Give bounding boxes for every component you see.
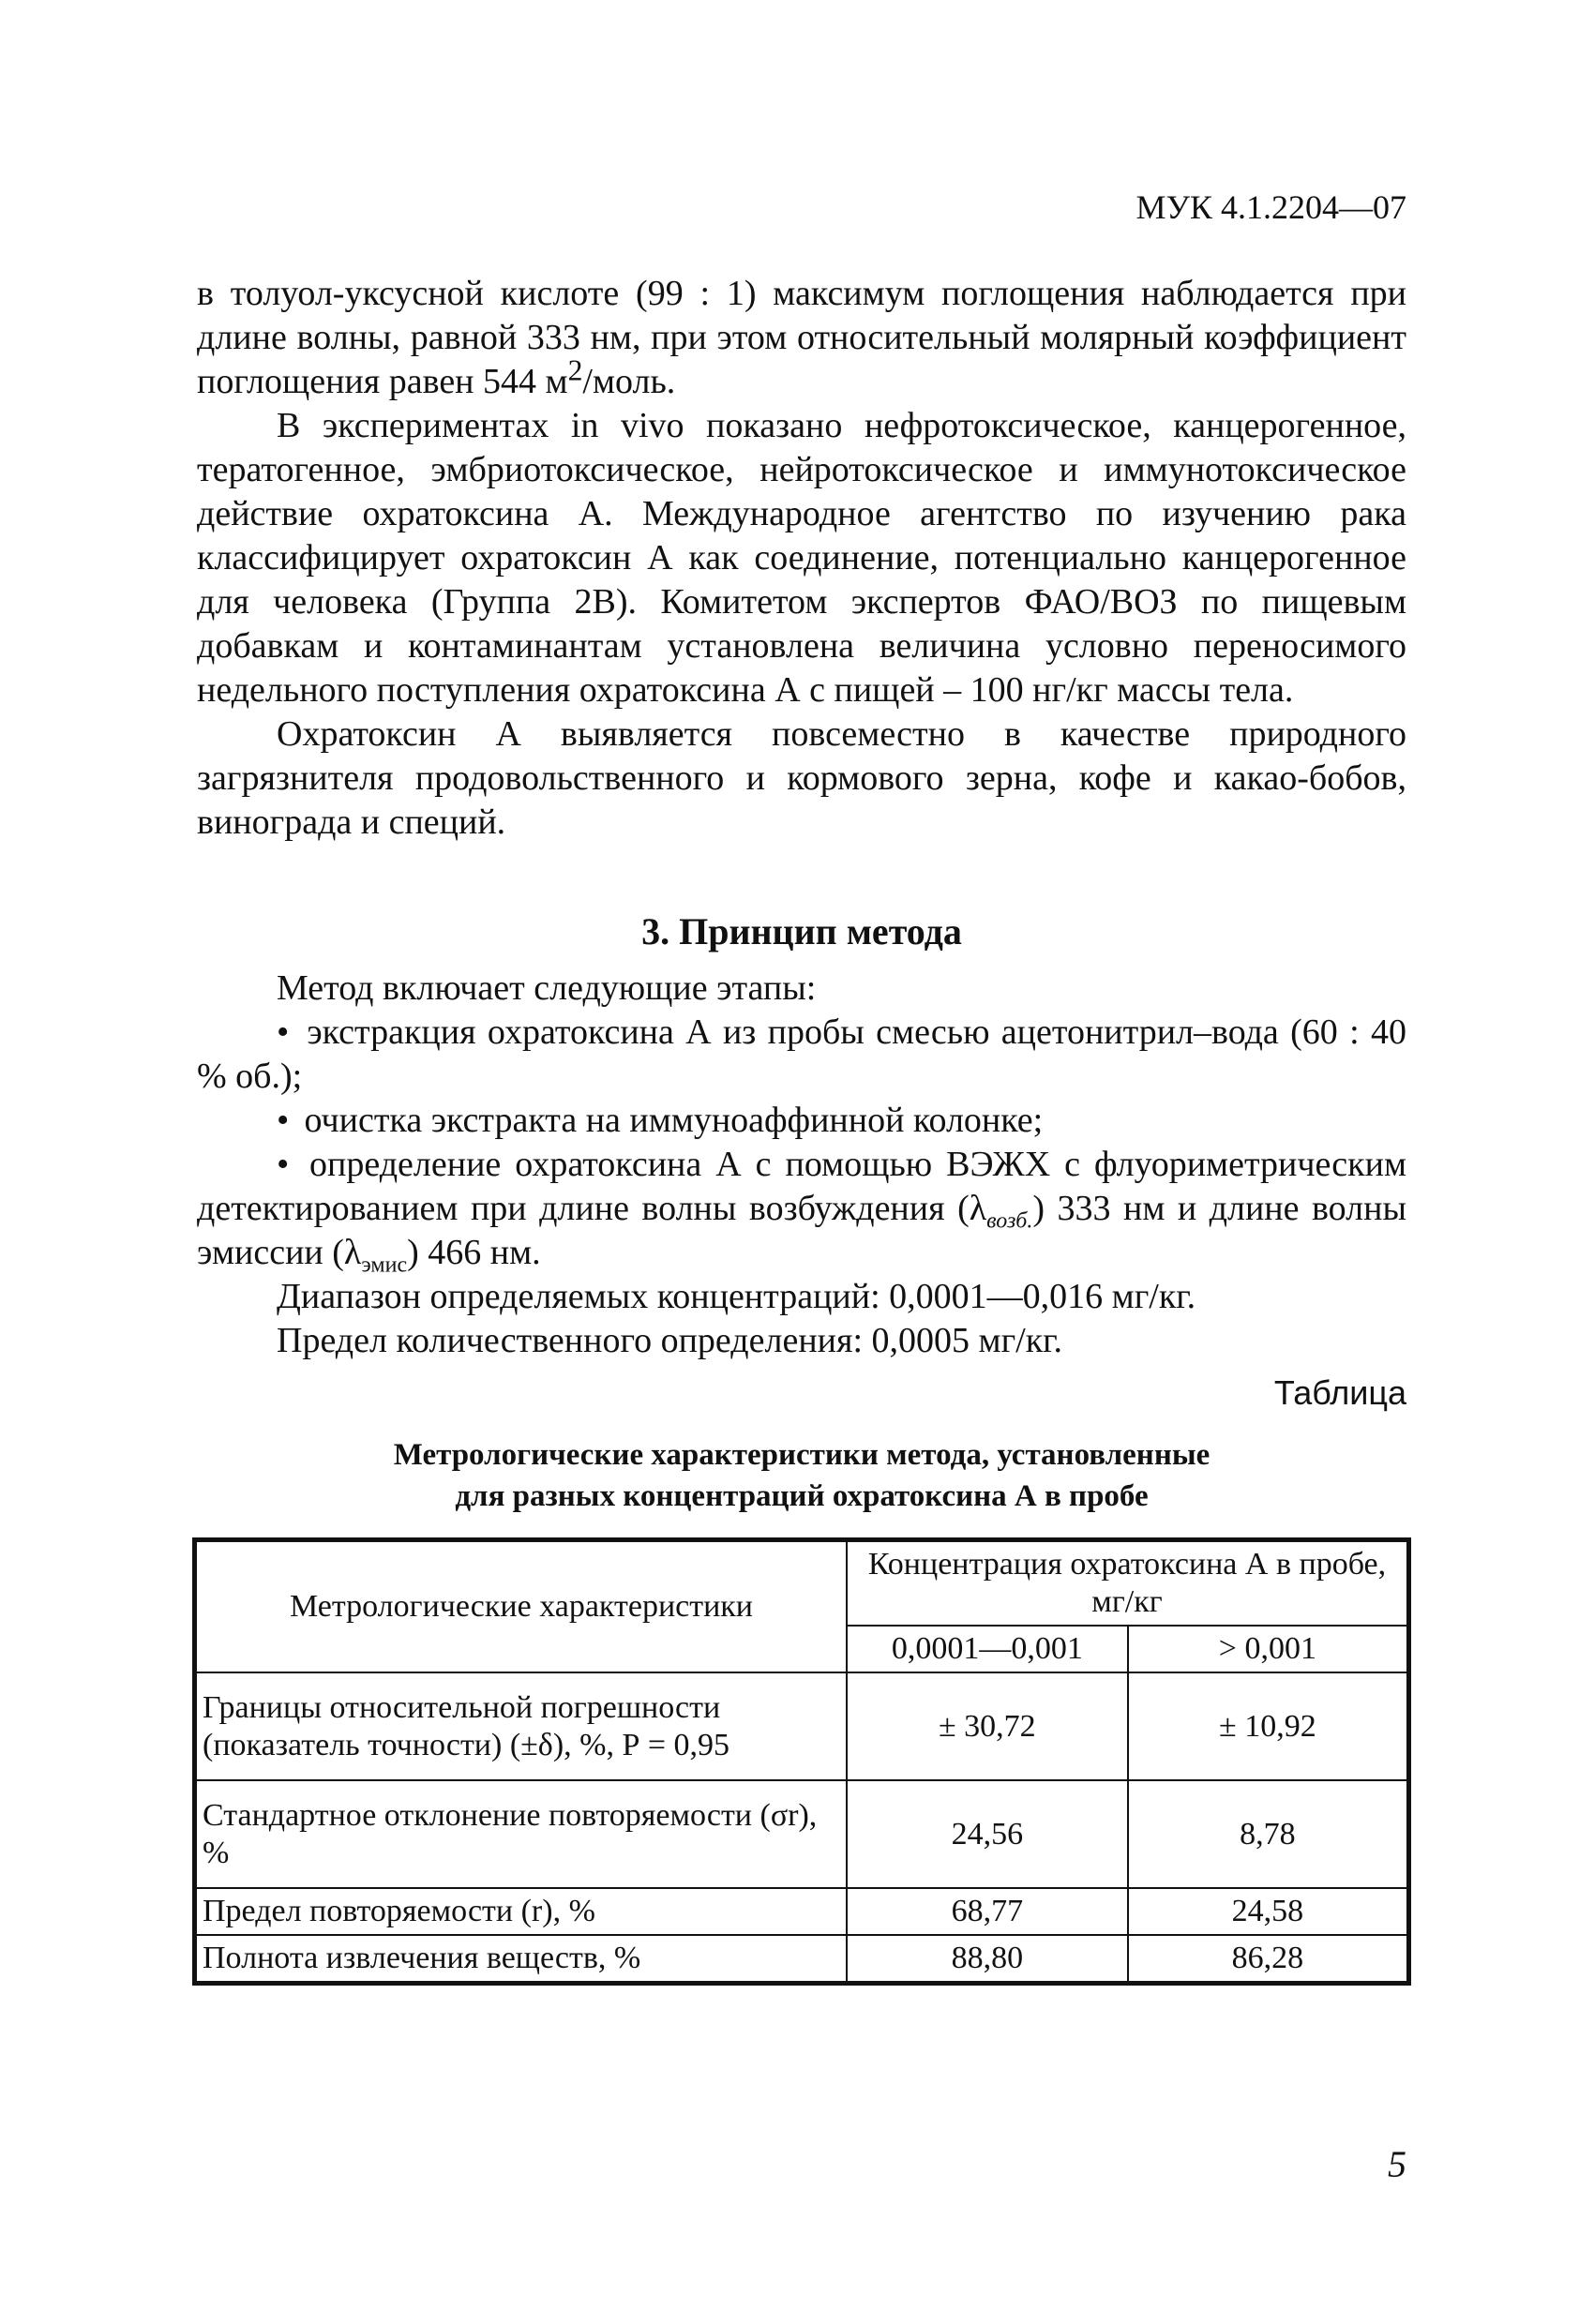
- cell-value: 88,80: [847, 1935, 1128, 1984]
- paragraph-toxicity: В экспериментах in vivo показано нефротоксическое, канцерогенное, тератогенное, эмбриотоксическое, нейротоксическое и иммунотоксическое действие охратоксина А. Международное агентство по изучению рака классифицирует охратоксин А как соединение, потенциально канцерогенное для человека (Группа 2В). Комитетом экспертов ФАО/ВОЗ по пищевым добавкам и контаминантам установлена величина условно переносимого недельного поступления охратоксина А с пищей – 100 нг/кг массы тела.: [197, 406, 1406, 710]
- header-characteristics: Метрологические характеристики: [195, 1540, 847, 1673]
- bullet-icon: •: [277, 1145, 290, 1184]
- intro-section: [197, 272, 1406, 845]
- subscript-emission: эмис: [361, 1252, 408, 1278]
- table-label: Таблица: [1273, 1373, 1406, 1412]
- subscript-excitation: возб.: [986, 1208, 1033, 1234]
- table-row: [195, 1672, 1409, 1780]
- absorption-text: в толуол-уксусной кислоте (99 : 1) максимум поглощения наблюдается при длине волны, равной 333 нм, при этом относительный молярный коэффициент поглощения равен 544 м: [197, 274, 1406, 401]
- header-range-low: 0,0001—0,001: [847, 1626, 1128, 1672]
- row-label: Границы относительной погрешности (показатель точности) (±δ), %, Р = 0,95: [195, 1672, 847, 1780]
- cell-value: 86,28: [1128, 1935, 1409, 1984]
- list-item-text: очистка экстракта на иммуноаффинной колонке;: [304, 1101, 1044, 1140]
- method-principle-section: [197, 909, 1406, 1363]
- bullet-icon: •: [277, 1012, 290, 1052]
- table-header-row: [195, 1540, 1409, 1627]
- list-item-text: определение охратоксина А с помощью ВЭЖХ с флуориметрическим детектированием при длине волны возбуждения (λ: [197, 1145, 1406, 1228]
- paragraph-occurrence: Охратоксин А выявляется повсеместно в качестве природного загрязнителя продовольственного и кормового зерна, кофе и какао-бобов, винограда и специй.: [197, 714, 1406, 842]
- list-item-text: экстракция охратоксина А из пробы смесью ацетонитрил–вода (60 : 40 % об.);: [197, 1012, 1406, 1096]
- list-item-extraction: [197, 1011, 1406, 1099]
- list-item-text: ) 466 нм.: [407, 1233, 541, 1272]
- row-label: Стандартное отклонение повторяемости (σr), %: [195, 1780, 847, 1888]
- header-concentration-group: Концентрация охратоксина А в пробе, мг/кг: [847, 1540, 1409, 1627]
- table-title-line: для разных концентраций охратоксина А в пробе: [455, 1479, 1149, 1513]
- absorption-unit-tail: /моль.: [582, 362, 676, 401]
- section-title: 3. Принцип метода: [641, 910, 962, 952]
- cell-value: 24,58: [1128, 1888, 1409, 1935]
- table-title: [197, 1434, 1406, 1517]
- bullet-icon: •: [277, 1101, 290, 1140]
- cell-value: 8,78: [1128, 1780, 1409, 1888]
- list-item-determination: [197, 1143, 1406, 1278]
- page-number: 5: [1388, 2143, 1406, 2185]
- list-item-text: ) 333 нм и длине волны эмиссии (λ: [197, 1189, 1406, 1272]
- cell-value: 68,77: [847, 1888, 1128, 1935]
- concentration-range: Диапазон определяемых концентраций: 0,0001—0,016 мг/кг.: [277, 1277, 1196, 1316]
- table-row: [195, 1780, 1409, 1888]
- paragraph-absorption: [197, 272, 1406, 404]
- cell-value: 24,56: [847, 1780, 1128, 1888]
- method-lead: Метод включает следующие этапы:: [277, 968, 817, 1008]
- row-label: Предел повторяемости (r), %: [195, 1888, 847, 1935]
- row-label: Полнота извлечения веществ, %: [195, 1935, 847, 1984]
- document-code: МУК 4.1.2204—07: [1135, 188, 1406, 226]
- list-item-cleanup: [197, 1099, 1406, 1143]
- table-row: [195, 1888, 1409, 1935]
- table-row: [195, 1935, 1409, 1984]
- table-title-line: Метрологические характеристики метода, установленные: [393, 1438, 1211, 1472]
- unit-exponent: 2: [567, 353, 583, 387]
- metrology-table: [192, 1537, 1411, 1986]
- header-range-high: > 0,001: [1128, 1626, 1409, 1672]
- cell-value: ± 30,72: [847, 1672, 1128, 1780]
- cell-value: ± 10,92: [1128, 1672, 1409, 1780]
- quantification-limit: Предел количественного определения: 0,0005 мг/кг.: [277, 1321, 1062, 1360]
